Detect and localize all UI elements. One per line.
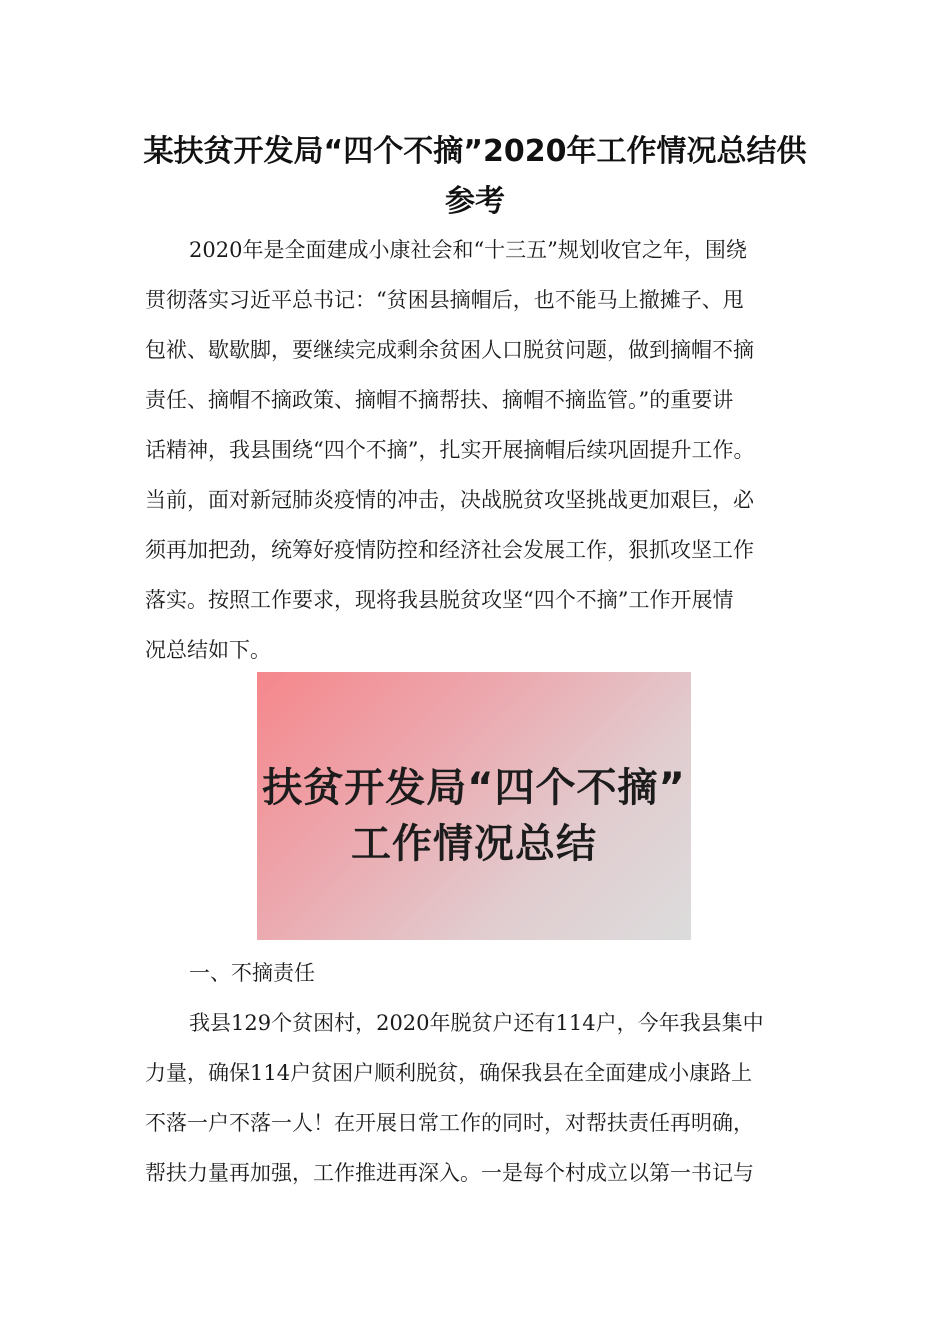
intro-paragraph-line: 责任、摘帽不摘政策、摘帽不摘帮扶、摘帽不摘监管。”的重要讲 [145,388,734,412]
intro-paragraph-line: 落实。按照工作要求，现将我县脱贫攻坚“四个不摘”工作开展情 [145,588,734,612]
section-heading: 一、不摘责任 [189,961,315,985]
section-paragraph-line: 帮扶力量再加强，工作推进再深入。一是每个村成立以第一书记与 [145,1161,754,1185]
document-title-line1: 某扶贫开发局“四个不摘”2020年工作情况总结供 [143,134,807,169]
section-paragraph-line: 力量，确保114户贫困户顺利脱贫，确保我县在全面建成小康路上 [145,1061,753,1085]
banner-image [257,672,691,940]
intro-paragraph-line: 话精神，我县围绕“四个不摘”，扎实开展摘帽后续巩固提升工作。 [145,438,755,462]
document-title-line2: 参考 [445,184,505,219]
banner-text-line1: 扶贫开发局“四个不摘” [262,765,686,811]
section-paragraph-line: 我县129个贫困村，2020年脱贫户还有114户，今年我县集中 [189,1011,764,1035]
section-paragraph-line: 不落一户不落一人！在开展日常工作的同时，对帮扶责任再明确， [145,1111,754,1135]
intro-paragraph-line: 包袱、歇歇脚，要继续完成剩余贫困人口脱贫问题，做到摘帽不摘 [145,338,754,362]
intro-paragraph-line: 2020年是全面建成小康社会和“十三五”规划收官之年，围绕 [189,238,747,262]
intro-paragraph-line: 贯彻落实习近平总书记：“贫困县摘帽后，也不能马上撤摊子、甩 [145,288,744,312]
intro-paragraph-line: 况总结如下。 [145,638,271,662]
intro-paragraph-line: 须再加把劲，统筹好疫情防控和经济社会发展工作，狠抓攻坚工作 [145,538,754,562]
banner-text-line2: 工作情况总结 [351,821,597,867]
intro-paragraph-line: 当前，面对新冠肺炎疫情的冲击，决战脱贫攻坚挑战更加艰巨，必 [145,488,754,512]
